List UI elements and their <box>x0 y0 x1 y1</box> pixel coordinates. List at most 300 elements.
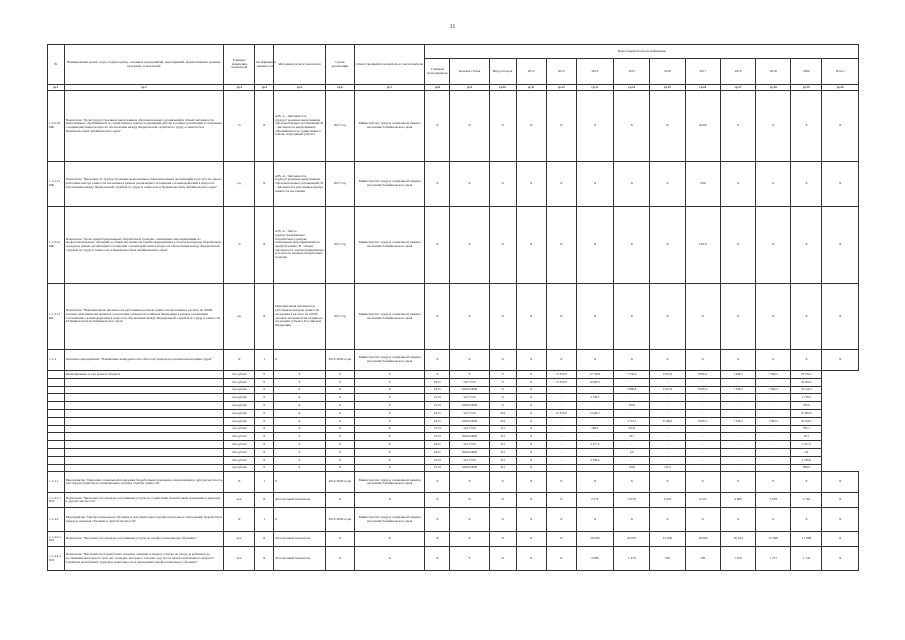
finance-value: X <box>325 448 354 456</box>
finance-value: X <box>516 417 546 425</box>
finance-value: X <box>516 371 546 379</box>
row-method: А/В, А - Число зарегистрированных безработных граждан, охваченных мероприятиями по профобучению; В - общая численность зарегистрированных в отчетном периоде безработных граждан <box>274 207 326 284</box>
finance-value: - <box>685 456 720 464</box>
finance-value: - <box>685 394 720 402</box>
row-value: X <box>822 207 859 284</box>
row-method: А/В, А - Численность трудоустроенных выпускников образовательных организаций; В - численность выпускников, обратившихся за содействием в поиске подходящей работы <box>274 91 326 162</box>
finance-value: 10 03 <box>425 394 450 402</box>
finance-value: X <box>516 386 546 394</box>
finance-no <box>48 433 65 441</box>
finance-value: 2 477,3 <box>791 441 822 449</box>
finance-value: 04 01 <box>425 386 450 394</box>
finance-value: X <box>516 402 546 410</box>
finance-value: тыс.рублей <box>224 417 255 425</box>
header-codes-group: Коды бюджетной классификации <box>425 45 859 59</box>
finance-value: X <box>489 402 516 410</box>
column-number: гр.20 <box>822 85 859 91</box>
finance-value: 10 03 <box>425 433 450 441</box>
finance-value: - <box>756 464 791 472</box>
row-method: Абсолютный показатель <box>274 532 326 547</box>
finance-value: - <box>546 464 576 472</box>
finance-value: - <box>546 425 576 433</box>
row-value: 4 669 <box>720 493 755 508</box>
row-value: Y <box>791 91 822 162</box>
row-value: X <box>425 472 450 493</box>
finance-value: 30,7 <box>614 433 650 441</box>
finance-value: - <box>685 425 720 433</box>
header-resp: Ответственный исполнитель и соисполнители <box>354 45 425 85</box>
row-value: X <box>516 207 546 284</box>
row-resp: Министерство труда и социальной защиты населения Забайкальского края <box>354 162 425 207</box>
finance-no <box>48 394 65 402</box>
row-number: 1.1.3.10 МБ <box>48 91 65 162</box>
finance-value: - <box>614 409 650 417</box>
finance-row <box>48 402 859 410</box>
row-value: X <box>489 91 516 162</box>
finance-value: 17 726,0 <box>576 371 613 379</box>
header-year: 2012 <box>516 59 546 85</box>
row-coef: X <box>255 162 274 207</box>
header-year: 2015 <box>614 59 650 85</box>
table-body <box>48 85 859 571</box>
finance-row <box>48 456 859 464</box>
row-unit: чел. <box>224 547 255 571</box>
row-value: 3 978 <box>756 493 791 508</box>
finance-label <box>64 417 224 425</box>
finance-value: X <box>274 433 326 441</box>
row-method: X <box>274 472 326 493</box>
row-method: А/В, А - Численность трудоустроенных выпускников образовательных организаций; В - численность работников центра занятости населения <box>274 162 326 207</box>
row-value: X <box>791 207 822 284</box>
finance-value: X <box>255 386 274 394</box>
finance-value: 0410104000 <box>450 448 489 456</box>
finance-value: X <box>325 386 354 394</box>
column-number: гр.13 <box>576 85 613 91</box>
row-resp: Министерство труда и социальной защиты населения Забайкальского края <box>354 350 425 371</box>
row-value: X <box>546 207 576 284</box>
row-value: X <box>685 350 720 371</box>
finance-value: 7 538,4 <box>614 371 650 379</box>
finance-value: - <box>756 409 791 417</box>
indicator-row <box>48 350 859 371</box>
row-method: X <box>274 508 326 532</box>
finance-value: 522 75 00 <box>450 409 489 417</box>
indicator-row <box>48 493 859 508</box>
row-value: X <box>650 284 685 350</box>
finance-value: 898,8 <box>791 464 822 472</box>
column-number: гр.14 <box>614 85 650 91</box>
row-value: X <box>489 508 516 532</box>
finance-value: - <box>650 425 685 433</box>
finance-value: 568,3 <box>576 425 613 433</box>
row-value: X <box>546 91 576 162</box>
header-grbs: Главный распорядитель <box>425 59 450 85</box>
row-value: X <box>822 547 859 571</box>
row-value: X <box>685 284 720 350</box>
finance-value: X <box>425 371 450 379</box>
row-value: X <box>650 472 685 493</box>
row-value: 20,00 <box>685 91 720 162</box>
row-value: X <box>614 207 650 284</box>
row-value: 15 000 <box>650 532 685 547</box>
row-value: X <box>685 472 720 493</box>
row-value: X <box>822 91 859 162</box>
row-name: Основное мероприятие "Повышение конкурентоспособности граждан на региональном рынке труда" <box>64 350 224 371</box>
finance-row <box>48 433 859 441</box>
finance-value: X <box>255 441 274 449</box>
finance-value: X <box>354 464 425 472</box>
column-number: гр.1 <box>48 85 65 91</box>
row-value: X <box>546 532 576 547</box>
finance-value: - <box>685 402 720 410</box>
row-value: 16 224 <box>720 532 755 547</box>
finance-label <box>64 378 224 386</box>
row-coef: X <box>255 532 274 547</box>
finance-value: - <box>720 433 755 441</box>
finance-value: 0410104000 <box>450 386 489 394</box>
finance-value: тыс.рублей <box>224 456 255 464</box>
row-value: X <box>576 284 613 350</box>
finance-value: - <box>685 409 720 417</box>
row-value: X <box>576 350 613 371</box>
finance-value: тыс.рублей <box>224 448 255 456</box>
row-value: X <box>450 162 489 207</box>
finance-no <box>48 409 65 417</box>
finance-row <box>48 448 859 456</box>
row-value: 700 <box>685 547 720 571</box>
row-value: X <box>822 532 859 547</box>
finance-label: финансирование за счет краевого бюджета <box>64 371 224 379</box>
finance-value: 763,6 <box>614 464 650 472</box>
finance-value: - <box>720 425 755 433</box>
finance-value: - <box>546 441 576 449</box>
row-term: 2017 год <box>325 91 354 162</box>
finance-value: 9 321,8 <box>650 371 685 379</box>
row-value: X <box>822 493 859 508</box>
finance-value: X <box>516 441 546 449</box>
row-value: X <box>576 91 613 162</box>
row-value: X <box>489 472 516 493</box>
row-value: X <box>450 350 489 371</box>
finance-label <box>64 464 224 472</box>
finance-value: 2 786,6 <box>791 456 822 464</box>
indicator-row <box>48 91 859 162</box>
finance-value: X <box>489 386 516 394</box>
row-value: X <box>614 472 650 493</box>
header-coef: Коэффициент значимости <box>255 45 274 85</box>
row-name: Показатель "Численность граждан, получивших услуги по профессиональному обучению" <box>64 532 224 547</box>
row-value: X <box>489 162 516 207</box>
finance-value: 10 03 <box>425 425 450 433</box>
row-value: X <box>756 91 791 162</box>
row-term: 2014-2020 годы <box>325 472 354 493</box>
row-value: Y <box>450 547 489 571</box>
header-year: 2013 <box>546 59 576 85</box>
row-coef: 1 <box>255 350 274 371</box>
row-value: X <box>546 547 576 571</box>
finance-label <box>64 409 224 417</box>
row-number: 1.1.4.2.2 ПП <box>48 547 65 571</box>
finance-value: X <box>489 371 516 379</box>
row-unit: чел. <box>224 493 255 508</box>
finance-value: X <box>325 464 354 472</box>
row-term: X <box>325 532 354 547</box>
row-number: 1.1.4.1 <box>48 472 65 493</box>
finance-row <box>48 441 859 449</box>
finance-value: X <box>274 425 326 433</box>
row-value: X <box>546 162 576 207</box>
column-number: гр.18 <box>756 85 791 91</box>
finance-value: - <box>546 386 576 394</box>
finance-value: - <box>756 378 791 386</box>
row-resp: X <box>354 532 425 547</box>
column-number: гр.11 <box>516 85 546 91</box>
finance-no <box>48 441 65 449</box>
finance-value: - <box>650 378 685 386</box>
row-value: X <box>576 508 613 532</box>
finance-value: - <box>720 441 755 449</box>
row-unit: чел. <box>224 532 255 547</box>
finance-value: - <box>576 386 613 394</box>
finance-no <box>48 456 65 464</box>
row-coef: X <box>255 493 274 508</box>
finance-label <box>64 386 224 394</box>
finance-value: X <box>325 378 354 386</box>
row-value: X <box>822 350 859 371</box>
row-value: X <box>650 207 685 284</box>
row-number: 1.1.4.2 <box>48 508 65 532</box>
finance-value: X <box>354 402 425 410</box>
row-value: X <box>516 532 546 547</box>
row-value: 3,00 <box>685 162 720 207</box>
finance-value: - <box>720 448 755 456</box>
finance-value: X <box>274 417 326 425</box>
header-year: 2014 <box>576 59 613 85</box>
row-value: X <box>546 350 576 371</box>
row-value: X <box>756 207 791 284</box>
finance-value: - <box>614 394 650 402</box>
finance-value: X <box>354 417 425 425</box>
row-method: Абсолютный показатель <box>274 547 326 571</box>
finance-value: X <box>274 386 326 394</box>
finance-value: X <box>354 448 425 456</box>
finance-value: X <box>325 441 354 449</box>
header-row <box>48 45 859 59</box>
row-name: Мероприятие "Профессиональное обучение и дополнительное профессиональное образование безработных граждан, включая обучение в другой местности" <box>64 508 224 532</box>
row-value: 4 725 <box>685 493 720 508</box>
finance-value: X <box>255 425 274 433</box>
finance-value: X <box>255 417 274 425</box>
finance-row <box>48 378 859 386</box>
program-table <box>47 44 859 571</box>
finance-value: тыс.рублей <box>224 402 255 410</box>
row-value: X <box>614 508 650 532</box>
finance-value: - <box>546 402 576 410</box>
header-term: Сроки реализации <box>325 45 354 85</box>
finance-value: 42 903,5 <box>791 378 822 386</box>
finance-value: 135,2 <box>650 464 685 472</box>
row-number: 1.1.4 <box>48 350 65 371</box>
row-value: X <box>685 508 720 532</box>
finance-value: 4,6 <box>791 448 822 456</box>
indicator-row <box>48 472 859 493</box>
finance-row <box>48 417 859 425</box>
finance-no <box>48 371 65 379</box>
row-number: 1.1.4.2.1 ПП <box>48 532 65 547</box>
indicator-row <box>48 532 859 547</box>
finance-value: X <box>274 448 326 456</box>
finance-value: 04 01 <box>425 417 450 425</box>
column-number: гр.9 <box>450 85 489 91</box>
row-value: X <box>614 284 650 350</box>
row-name: Показатель "Численность трудоустроенных выпускников образовательных организаций в расчете на одного работника центра занятости населения в рамках реализации Соглашения о взаимодействии в вопросах обеспечения между Федеральной службой по труду и занятости и Правительством Забайкальского края" <box>64 162 224 207</box>
row-unit: % <box>224 207 255 284</box>
finance-value: - <box>685 433 720 441</box>
finance-value: - <box>685 378 720 386</box>
finance-value: - <box>576 464 613 472</box>
finance-value: - <box>756 433 791 441</box>
finance-label <box>64 441 224 449</box>
row-value: X <box>489 547 516 571</box>
finance-value: X <box>516 448 546 456</box>
finance-value: 27 323,8 <box>546 409 576 417</box>
finance-value: - <box>650 409 685 417</box>
row-value: X <box>756 162 791 207</box>
header-name: Наименование целей, задач, подпрограмм, основных мероприятий, мероприятий, ведомственных целевых программ, показателей <box>64 45 224 85</box>
finance-value: 244 <box>489 417 516 425</box>
row-number: 1.1.3.13 БП <box>48 284 65 350</box>
finance-value: 14 465,7 <box>576 409 613 417</box>
row-value: X <box>450 532 489 547</box>
finance-value: X <box>354 371 425 379</box>
row-value: 24 007 <box>614 532 650 547</box>
row-value: X <box>720 350 755 371</box>
finance-value: 7 446,3 <box>720 371 755 379</box>
finance-value: тыс.рублей <box>224 371 255 379</box>
row-value: 1 070 <box>720 547 755 571</box>
row-number: 1.1.4.1.1 ПП <box>48 493 65 508</box>
row-value: X <box>516 162 546 207</box>
finance-value: - <box>720 378 755 386</box>
row-value: 1 470 <box>614 547 650 571</box>
row-value: X <box>791 508 822 532</box>
row-value: X <box>720 162 755 207</box>
row-value: X <box>756 472 791 493</box>
row-unit: ед. <box>224 284 255 350</box>
finance-label <box>64 448 224 456</box>
finance-value: 522 75 00 <box>450 441 489 449</box>
finance-value: - <box>614 378 650 386</box>
row-value: X <box>822 162 859 207</box>
row-term: X <box>325 493 354 508</box>
row-value: X <box>516 284 546 350</box>
finance-value: 321 <box>489 448 516 456</box>
finance-value: X <box>516 378 546 386</box>
row-value: X <box>720 284 755 350</box>
finance-value: X <box>274 441 326 449</box>
row-value: X <box>791 162 822 207</box>
finance-value: X <box>354 378 425 386</box>
finance-value: 8 687,2 <box>685 371 720 379</box>
row-value: X <box>516 508 546 532</box>
finance-value: 522 75 00 <box>450 425 489 433</box>
finance-value: 785,1 <box>791 425 822 433</box>
indicator-row <box>48 508 859 532</box>
finance-value: - <box>546 394 576 402</box>
finance-value: 793,6 <box>614 402 650 410</box>
row-value: 1 277 <box>756 547 791 571</box>
finance-value: тыс.рублей <box>224 409 255 417</box>
finance-value: 0410104000 <box>450 402 489 410</box>
row-value: X <box>791 350 822 371</box>
finance-value: 10 03 <box>425 402 450 410</box>
finance-label <box>64 394 224 402</box>
row-value: X <box>546 472 576 493</box>
finance-value: X <box>325 371 354 379</box>
column-number: гр.17 <box>720 85 755 91</box>
finance-no <box>48 402 65 410</box>
column-number: гр.19 <box>791 85 822 91</box>
row-value: X <box>546 508 576 532</box>
finance-value: 7 062,2 <box>756 386 791 394</box>
finance-value: 2 739,3 <box>791 394 822 402</box>
row-value: X <box>450 284 489 350</box>
page-number: 11 <box>449 24 456 30</box>
header-year: 2020 <box>791 59 822 85</box>
row-value: X <box>425 207 450 284</box>
row-resp: X <box>354 493 425 508</box>
finance-no <box>48 417 65 425</box>
finance-value: тыс.рублей <box>224 425 255 433</box>
row-name: Показатель "Доля зарегистрированных безработных граждан, охваченных мероприятиями по профессиональному обучению в общей численности зарегистрированных в отчетном периоде безработных граждан в рамках реализации Соглашения о взаимодействии в вопросах обеспечения между Федеральной службой по труду и занятости и Правительством Забайкальского края" <box>64 207 224 284</box>
finance-value: 27 323,8 <box>546 378 576 386</box>
row-value: X <box>822 284 859 350</box>
finance-label <box>64 433 224 441</box>
row-value: X <box>489 350 516 371</box>
finance-value: 321 <box>489 425 516 433</box>
row-value: 2 762 <box>791 493 822 508</box>
row-value: X <box>650 162 685 207</box>
finance-value: 793,6 <box>791 402 822 410</box>
finance-value: X <box>325 409 354 417</box>
row-value: X <box>425 493 450 508</box>
row-name: Показатель "Численность безработных граждан, женщин в период отпуска по уходу за ребенком до достижения им возраста трех лет, граждан, которые в течение года после начала пенсионного возраста стремятся возобновить трудовую деятельность и прошедших профессиональное обучение" <box>64 547 224 571</box>
finance-value: X <box>354 456 425 464</box>
finance-value: - <box>650 402 685 410</box>
finance-value: X <box>516 409 546 417</box>
row-value: X <box>756 284 791 350</box>
column-number: гр.5 <box>274 85 326 91</box>
finance-value: - <box>756 448 791 456</box>
indicator-row <box>48 207 859 284</box>
finance-label <box>64 425 224 433</box>
finance-value: 9 321,8 <box>650 386 685 394</box>
finance-no <box>48 464 65 472</box>
column-number: гр.4 <box>255 85 274 91</box>
finance-value: X <box>354 409 425 417</box>
row-value: X <box>576 207 613 284</box>
header-year: 2016 <box>650 59 685 85</box>
indicator-row <box>48 547 859 571</box>
row-coef: X <box>255 207 274 284</box>
column-number: гр.7 <box>354 85 425 91</box>
row-value: X <box>425 547 450 571</box>
row-method: X <box>274 350 326 371</box>
finance-value: 78 795,5 <box>791 371 822 379</box>
finance-value: 37 862,9 <box>791 409 822 417</box>
row-value: X <box>425 350 450 371</box>
row-resp: Министерство труда и социальной защиты населения Забайкальского края <box>354 91 425 162</box>
